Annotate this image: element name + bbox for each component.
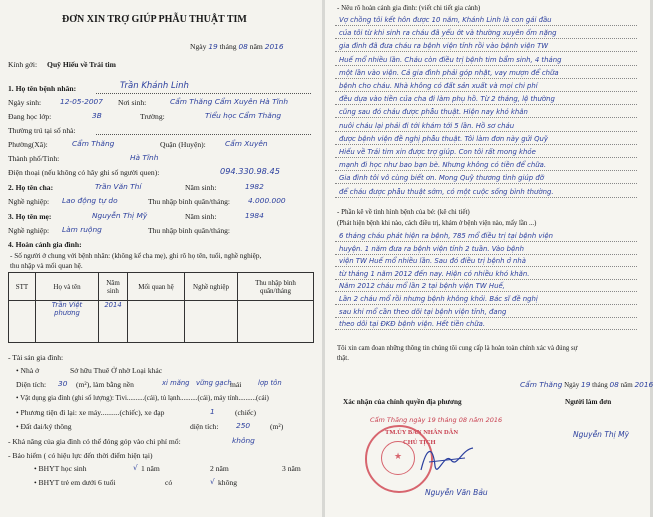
history-subheading: (Phát hiện bệnh khi nào, cách điều trị, khám ở bệnh viện nào, mấy lần ...) <box>337 220 537 227</box>
handwritten-line: từ tháng 1 năm 2012 đến nay. Hiện có nhiều khó khăn. <box>339 269 530 278</box>
handwritten-line: Gia đình tôi vô cùng biết ơn. Mong Quỹ thương tình giúp đỡ <box>339 174 544 183</box>
table-cell: Trần Việt phương <box>36 301 99 343</box>
contribution: không <box>232 436 255 445</box>
contribution-label: - Khả năng của gia đình có thể đóng góp vào chi phí mổ: <box>8 437 181 446</box>
mother-job-label: Nghề nghiệp: <box>8 226 50 235</box>
handwritten-line: bệnh cho cháu. Nhà không có đất sản xuất và mọi chi phí <box>339 82 538 90</box>
handwritten-line: huyện. 1 năm đưa ra bệnh viện tỉnh 2 tuần. Vào bệnh <box>339 244 524 253</box>
handwritten-line: 6 tháng cháu phát hiện ra bệnh, 785 mổ điều trị tại bệnh viện <box>339 232 553 240</box>
province: Hà Tĩnh <box>130 153 159 162</box>
table-cell: 2014 <box>99 301 128 343</box>
handwritten-line: viện TW Huế mổ nhiều lần. Sau đó điều trị bệnh ở nhà <box>339 257 526 266</box>
table-cell <box>9 301 36 343</box>
mother-year: 1984 <box>245 211 264 220</box>
handwritten-line: đều dựa vào tiền của cha đi làm phụ hồ. Từ 2 tháng, lệ thường <box>339 95 555 104</box>
option-3-year: 3 năm <box>282 464 301 473</box>
local-authority-label: Xác nhận của chính quyền địa phương <box>343 398 462 406</box>
handwritten-line: để cháu được phẫu thuật sớm, có một cuộc sống bình thường. <box>339 187 554 196</box>
floor-material: xi măng <box>162 379 190 387</box>
area-unit: (m²), làm bằng nền <box>76 380 134 389</box>
dob: 12-05-2007 <box>60 97 103 106</box>
recipient-line: Kính gởi: Quỹ Hiếu về Trái tim <box>8 60 116 69</box>
handwritten-line: được bệnh viện đề nghị phẫu thuật. Tôi làm đơn này gửi Quỹ <box>339 134 548 143</box>
section-4-note-2: thu nhập và mối quan hệ. <box>10 262 83 270</box>
grade-label: Đang học lớp: <box>8 112 52 121</box>
handwritten-line: gia đình đã đưa cháu ra bệnh viện tỉnh rồi vào bệnh viện TW <box>339 42 549 51</box>
assets-title: - Tài sản gia đình: <box>8 353 64 362</box>
father-job-label: Nghề nghiệp: <box>8 197 50 206</box>
table-header: Thu nhập bình quân/tháng <box>238 273 314 301</box>
province-label: Thành phố/Tỉnh: <box>8 154 60 163</box>
table-cell <box>238 301 314 343</box>
table-header: Nghề nghiệp <box>185 273 238 301</box>
handwritten-line: nuôi cháu lại phải đi tới khám tới 5 lần. Hồ sơ cháu <box>339 121 515 130</box>
handwritten-line: của tôi từ khi sinh ra cháu đã yếu ớt và thường xuyên ốm nặng <box>339 29 557 38</box>
household-label: Thường trú tại số nhà: <box>8 126 76 135</box>
father-job: Lao động tự do <box>62 196 118 205</box>
checkmark: √ <box>133 463 138 472</box>
father-year: 1982 <box>245 182 264 191</box>
official-signature <box>417 440 477 480</box>
option-2-year: 2 năm <box>210 464 229 473</box>
section-3-title: 3. Họ tên mẹ: <box>8 212 52 221</box>
district-label: Quận (Huyện): <box>160 140 206 149</box>
table-header: STT <box>9 273 36 301</box>
official-name: Nguyễn Văn Bảu <box>425 488 488 497</box>
handwritten-line: cũng sau đó cháu được phẫu thuật. Hiện nay khó khăn <box>339 108 528 117</box>
area: 30 <box>58 379 68 388</box>
father-year-label: Năm sinh: <box>185 183 217 192</box>
roof-label: mái <box>230 380 242 389</box>
vehicle-unit: (chiếc) <box>235 408 257 417</box>
form-title: ĐƠN XIN TRỢ GIÚP PHẪU THUẬT TIM <box>62 14 247 25</box>
application-form-page-1 <box>0 0 322 517</box>
official-role: CHỦ TỊCH <box>403 439 436 446</box>
land-unit: (m²) <box>270 422 284 431</box>
section-2-title: 2. Họ tên cha: <box>8 183 54 192</box>
official-title: TM.ỦY BAN NHÂN DÂN <box>385 429 459 436</box>
table-header: Năm sinh <box>99 273 128 301</box>
handwritten-line: Huế mổ nhiều lần. Cháu còn điều trị bệnh tim bẩm sinh, 4 tháng <box>339 55 562 64</box>
land-area: 250 <box>236 421 251 430</box>
school: Tiểu học Cẩm Thăng <box>205 111 282 120</box>
birthplace: Cẩm Thăng Cẩm Xuyên Hà Tĩnh <box>170 97 289 106</box>
handwritten-line: Năm 2012 cháu mổ lần 2 tại bệnh viện TW Huế, <box>339 282 505 291</box>
section-4-title: 4. Hoàn cảnh gia đình: <box>8 240 82 249</box>
table-header: Họ và tên <box>36 273 99 301</box>
patient-name: Trần Khánh Linh <box>120 81 189 91</box>
pledge-text: Tôi xin cam đoan những thông tin chúng tôi cung cấp là hoàn toàn chính xác và đúng sự <box>337 345 578 352</box>
vehicle-label: • Phương tiện đi lại: xe máy..........(chiếc), xe đạp <box>16 408 165 417</box>
ward: Cẩm Thăng <box>72 139 115 148</box>
land-area-label: diện tích: <box>190 422 219 431</box>
house-label: • Nhà ở <box>16 366 40 375</box>
handwritten-line: Hiếu về Trái tim xin được trợ giúp. Con tôi rất mong khỏe <box>339 148 536 156</box>
section-4-note: - Số người ở chung với bệnh nhân: (không kể cha mẹ), ghi rõ họ tên, tuổi, nghề nghiệp, <box>10 252 262 260</box>
mother-name: Nguyễn Thị Mỹ <box>92 211 148 220</box>
official-seal: ★ <box>365 425 433 493</box>
section-1-title: 1. Họ tên bệnh nhân: <box>8 84 77 93</box>
checkmark: √ <box>210 477 215 486</box>
handwritten-line: theo dõi tại ĐKĐ bệnh viện. Hết tiền chữa. <box>339 320 486 329</box>
handwritten-line: sau khi mổ cần theo dõi tại bệnh viện tỉnh, đang <box>339 307 507 316</box>
mother-year-label: Năm sinh: <box>185 212 217 221</box>
option-1-year: 1 năm <box>141 464 160 473</box>
history-heading: - Phần kê về tình hình bệnh của bé: (kê chi tiết) <box>337 208 470 216</box>
handwritten-line: Lần 2 cháu mổ rồi nhưng bệnh không khỏi. Bác sĩ đề nghị <box>339 295 538 303</box>
application-form-page-2 <box>325 0 653 517</box>
applicant-label: Người làm đơn <box>565 398 612 406</box>
house-options: Sở hữu Thuê Ở nhờ Loại khác <box>70 366 163 375</box>
mother-job: Làm ruộng <box>62 225 102 234</box>
roof-material: lợp tôn <box>258 379 282 387</box>
bhyt-student: • BHYT học sinh <box>34 464 87 473</box>
dob-label: Ngày sinh: <box>8 98 42 107</box>
district: Cẩm Xuyên <box>225 139 268 148</box>
table-header: Mối quan hệ <box>128 273 185 301</box>
option-yes: có <box>165 478 173 487</box>
pledge-text-2: thật. <box>337 355 349 362</box>
area-label: Diện tích: <box>16 380 47 389</box>
insurance-label: - Bảo hiểm ( có hiệu lực đến thời điểm hiện tại) <box>8 451 153 460</box>
land-label: • Đất đai/ký thông <box>16 422 72 431</box>
father-income-label: Thu nhập bình quân/tháng: <box>148 197 231 206</box>
grade: 3B <box>92 111 102 120</box>
household-items: • Vật dụng gia đình (ghi số lượng): Tivi..........(cái), tủ lạnh..........(cái), máy tính..........(cái) <box>16 394 269 402</box>
school-label: Trường: <box>140 112 165 121</box>
father-name: Trần Văn Thí <box>95 182 142 191</box>
bhyt-child: • BHYT trẻ em dưới 6 tuổi <box>34 478 116 487</box>
option-no: không <box>218 478 237 487</box>
table-header-row <box>9 273 314 301</box>
signing-date: Cẩm Thăng Ngày 19 tháng 08 năm 2016 <box>520 380 653 389</box>
handwritten-line: Vợ chồng tôi kết hôn được 10 năm, Khánh Linh là con gái đầu <box>339 16 552 24</box>
handwritten-line: một lần vào viện. Cả gia đình phải góp nhặt, vay mượn để chữa <box>339 68 559 77</box>
birthplace-label: Nơi sinh: <box>118 98 147 107</box>
table-cell <box>185 301 238 343</box>
handwritten-line: mạnh đi học như bao bạn bè. Nhưng không có tiền để chữa. <box>339 161 547 170</box>
official-date: Cẩm Thăng ngày 19 tháng 08 năm 2016 <box>370 416 503 424</box>
applicant-signature-name: Nguyễn Thị Mỹ <box>573 430 630 439</box>
ward-label: Phường(Xã): <box>8 140 48 149</box>
wall-material: vững gạch <box>196 379 232 387</box>
family-members-table <box>8 272 314 343</box>
bicycle-count: 1 <box>210 407 215 416</box>
table-cell <box>128 301 185 343</box>
phone-label: Điện thoại (nếu không có hãy ghi số người quen): <box>8 168 160 177</box>
phone: 094.330.98.45 <box>220 166 280 176</box>
circumstances-heading: - Nêu rõ hoàn cảnh gia đình: (viết chi tiết gia cảnh) <box>337 4 481 12</box>
table-row <box>9 301 314 343</box>
form-date: Ngày 19 tháng 08 năm 2016 <box>190 42 284 51</box>
mother-income-label: Thu nhập bình quân/tháng: <box>148 226 231 235</box>
father-income: 4.000.000 <box>248 196 286 205</box>
